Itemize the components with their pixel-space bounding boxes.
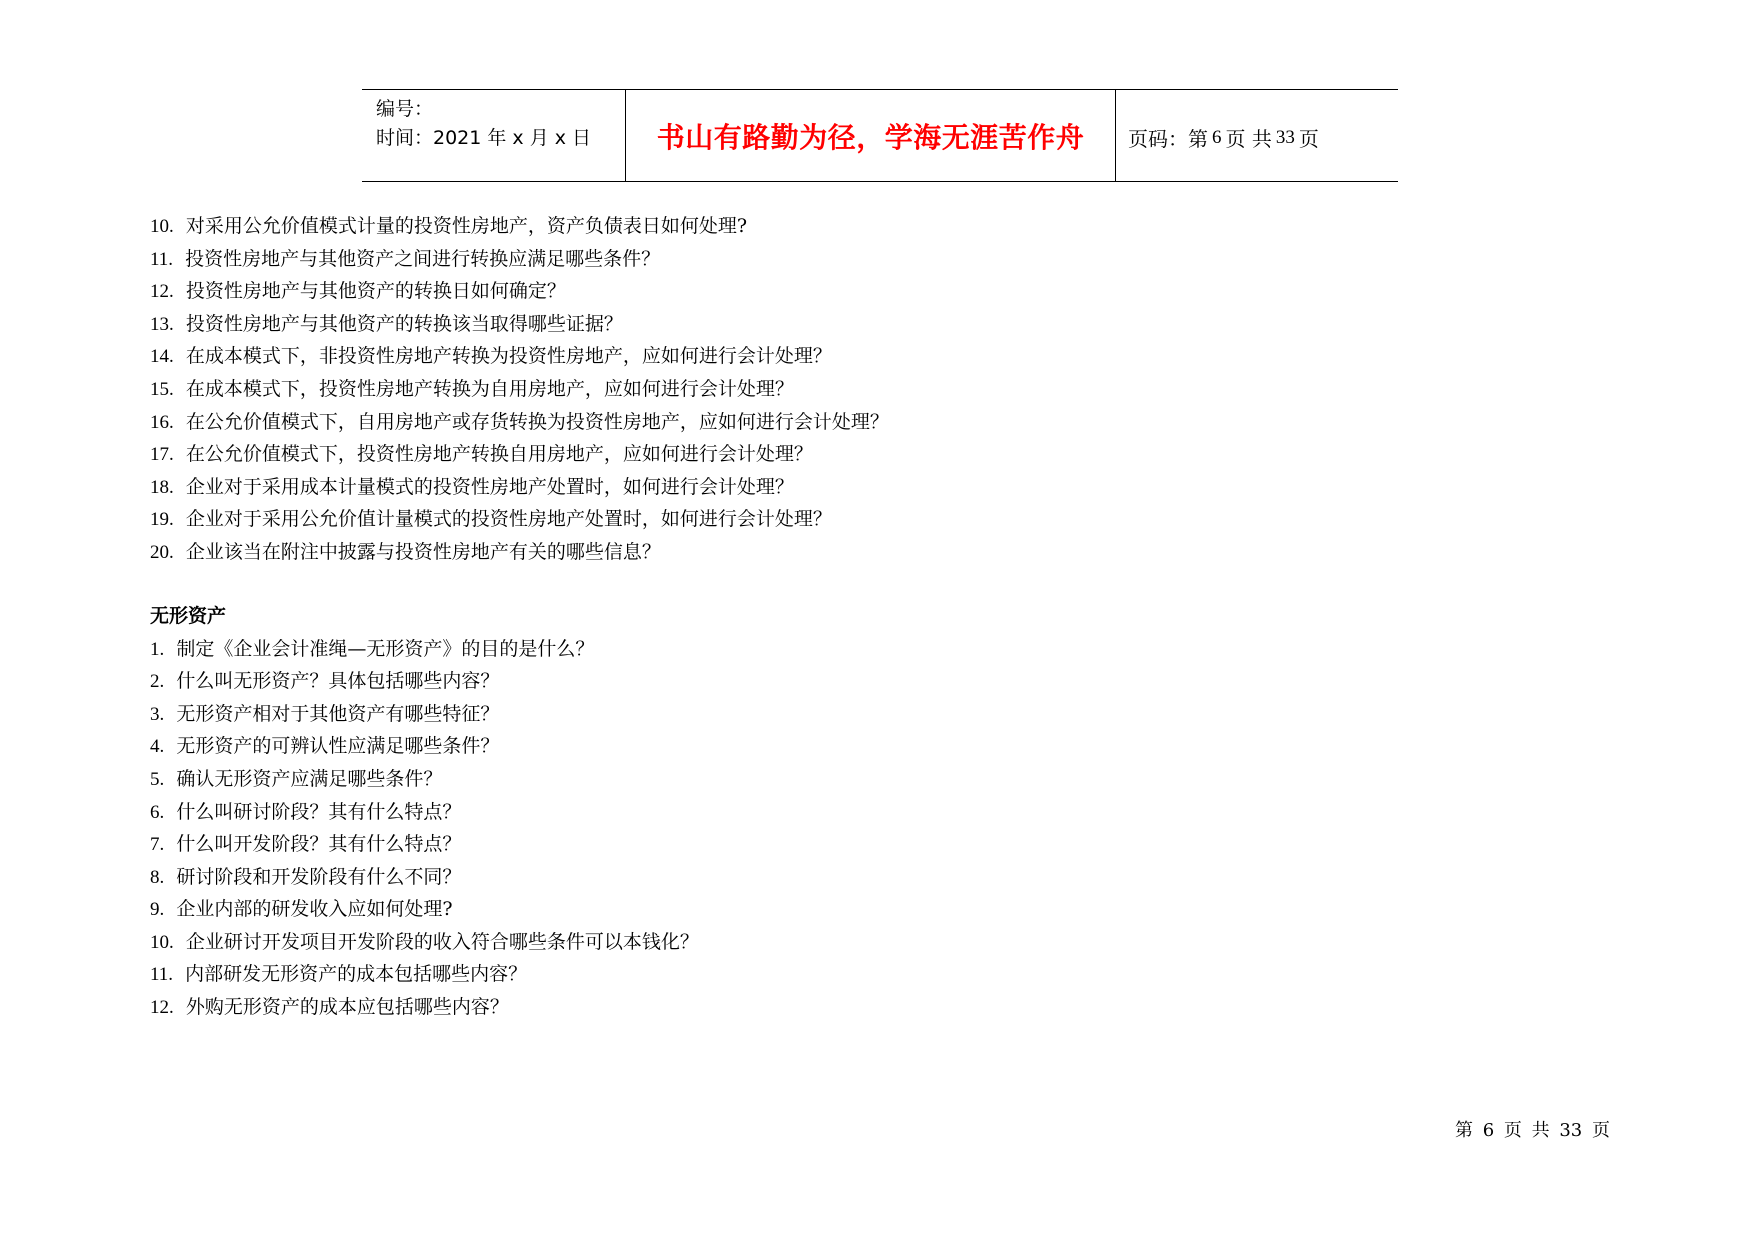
item-text: 在成本模式下，投资性房地产转换为自用房地产，应如何进行会计处理？ xyxy=(185,377,794,400)
list-item xyxy=(150,796,1400,829)
item-number: 2. xyxy=(150,671,165,693)
list-item xyxy=(150,503,1400,536)
header-page-info xyxy=(1116,90,1398,181)
item-text: 企业内部的研发收入应如何处理? xyxy=(176,898,453,921)
list-item xyxy=(150,698,1400,731)
item-number: 11. xyxy=(150,964,174,986)
time-label: 时间：2021 年 x 月 x 日 xyxy=(376,127,592,149)
list-item xyxy=(150,828,1400,861)
item-number: 9. xyxy=(150,899,165,921)
page-prefix: 页码：第 xyxy=(1128,127,1208,151)
item-text: 投资性房地产与其他资产的转换该当取得哪些证据？ xyxy=(185,312,623,335)
number-label: 编号： xyxy=(376,98,434,120)
list-item xyxy=(150,275,1400,308)
header-meta xyxy=(362,90,626,181)
item-text: 研讨阶段和开发阶段有什么不同？ xyxy=(176,865,462,888)
item-number: 19. xyxy=(150,509,174,531)
list-item xyxy=(150,536,1400,569)
list-item xyxy=(150,665,1400,698)
item-text: 内部研发无形资产的成本包括哪些内容？ xyxy=(185,963,528,986)
item-text: 投资性房地产与其他资产的转换日如何确定？ xyxy=(185,280,566,303)
question-list-investment-property xyxy=(150,210,1400,569)
item-number: 18. xyxy=(150,476,174,498)
item-number: 15. xyxy=(150,378,174,400)
item-text: 在公允价值模式下，投资性房地产转换自用房地产，应如何进行会计处理？ xyxy=(185,443,813,466)
item-text: 企业对于采用成本计量模式的投资性房地产处置时，如何进行会计处理？ xyxy=(185,475,794,498)
list-item xyxy=(150,308,1400,341)
item-text: 外购无形资产的成本应包括哪些内容？ xyxy=(185,996,509,1019)
section-title: 无形资产 xyxy=(150,604,227,627)
item-number: 13. xyxy=(150,313,174,335)
item-number: 7. xyxy=(150,834,165,856)
item-text: 无形资产相对于其他资产有哪些特征？ xyxy=(176,702,500,725)
item-number: 12. xyxy=(150,281,174,303)
item-text: 对采用公允价值模式计量的投资性房地产，资产负债表日如何处理? xyxy=(185,215,748,237)
list-item xyxy=(150,893,1400,926)
item-number: 16. xyxy=(150,411,174,433)
page-current: 6 xyxy=(1212,126,1222,148)
item-text: 企业研讨开发项目开发阶段的收入符合哪些条件可以本钱化？ xyxy=(185,930,699,953)
item-number: 1. xyxy=(150,638,165,660)
list-item xyxy=(150,373,1400,406)
item-number: 10. xyxy=(150,216,174,237)
document-body xyxy=(150,210,1400,1024)
item-text: 什么叫研讨阶段？其有什么特点？ xyxy=(176,800,462,823)
item-number: 10. xyxy=(150,931,174,953)
item-number: 6. xyxy=(150,801,165,823)
item-text: 企业对于采用公允价值计量模式的投资性房地产处置时，如何进行会计处理？ xyxy=(185,508,832,531)
item-text: 确认无形资产应满足哪些条件？ xyxy=(176,767,443,790)
item-text: 投资性房地产与其他资产之间进行转换应满足哪些条件？ xyxy=(185,247,661,270)
item-text: 什么叫开发阶段？其有什么特点？ xyxy=(176,833,462,856)
list-item xyxy=(150,340,1400,373)
page-suffix: 页 xyxy=(1298,127,1319,151)
header-motto: 书山有路勤为径，学海无涯苦作舟 xyxy=(656,120,1085,154)
list-item xyxy=(150,633,1400,666)
item-number: 14. xyxy=(150,346,174,368)
list-item xyxy=(150,763,1400,796)
list-item xyxy=(150,471,1400,504)
list-item xyxy=(150,406,1400,439)
item-text: 无形资产的可辨认性应满足哪些条件？ xyxy=(176,735,500,758)
item-number: 17. xyxy=(150,444,174,466)
list-item xyxy=(150,210,1400,243)
list-item xyxy=(150,991,1400,1024)
item-text: 企业该当在附注中披露与投资性房地产有关的哪些信息？ xyxy=(185,540,661,563)
page-mid: 页 共 xyxy=(1225,127,1272,151)
item-number: 8. xyxy=(150,866,165,888)
page-footer: 第 6 页 共 33 页 xyxy=(1455,1120,1610,1141)
item-text: 在公允价值模式下，自用房地产或存货转换为投资性房地产，应如何进行会计处理？ xyxy=(185,410,889,433)
section-spacer xyxy=(150,569,1400,600)
question-list-intangible-assets xyxy=(150,633,1400,1024)
item-text: 制定《企业会计准绳—无形资产》的目的是什么？ xyxy=(176,637,595,660)
list-item xyxy=(150,861,1400,894)
item-number: 11. xyxy=(150,248,174,270)
item-number: 4. xyxy=(150,736,165,758)
item-number: 5. xyxy=(150,768,165,790)
list-item xyxy=(150,243,1400,276)
item-number: 12. xyxy=(150,997,174,1019)
list-item xyxy=(150,958,1400,991)
header-motto-cell xyxy=(626,90,1116,181)
list-item xyxy=(150,438,1400,471)
page-total: 33 xyxy=(1275,126,1295,148)
item-text: 什么叫无形资产？具体包括哪些内容？ xyxy=(176,670,500,693)
item-number: 20. xyxy=(150,541,174,563)
list-item xyxy=(150,926,1400,959)
item-number: 3. xyxy=(150,703,165,725)
list-item xyxy=(150,730,1400,763)
item-text: 在成本模式下，非投资性房地产转换为投资性房地产，应如何进行会计处理？ xyxy=(185,345,832,368)
document-header xyxy=(362,89,1398,182)
